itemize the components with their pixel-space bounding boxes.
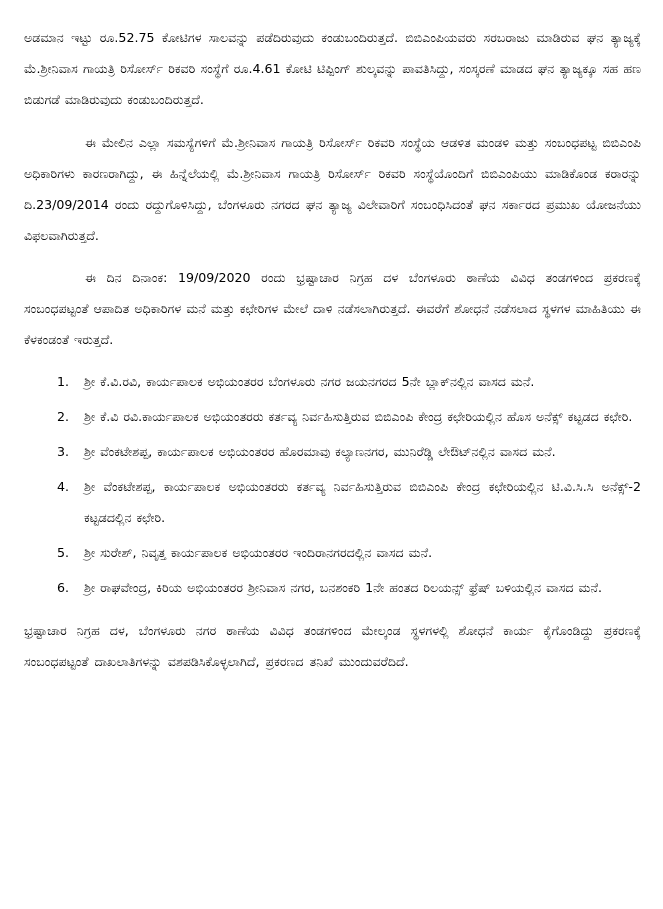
paragraph-search-conclusion: ಭ್ರಷ್ಟಾಚಾರ ನಿಗ್ರಹ ದಳ, ಬೆಂಗಳೂರು ನಗರ ಠಾಣೆಯ ವಿವಿಧ ತಂಡಗಳಿಂದ ಮೇಲ್ಕಂಡ ಸ್ಥಳಗಳಲ್ಲಿ ಶೋಧನೆ ಕಾರ್ಯ ಕೈಗೊಂಡಿದ್ದು ಪ್ರಕರಣಕ್ಕೆ ಸಂಬಂಧಪಟ್ಟಂತೆ ದಾಖಲಾತಿಗಳನ್ನು ವಶಪಡಿಸಿಕೊಳ್ಳಲಾಗಿದೆ, ಪ್ರಕರಣದ ತನಿಖೆ ಮುಂದುವರೆದಿದೆ. <box>24 623 641 669</box>
list-item <box>57 537 641 568</box>
list-item <box>57 572 641 603</box>
list-item-text: ಶ್ರೀ ಕೆ.ವಿ ರವಿ.ಕಾರ್ಯಪಾಲಕ ಅಭಿಯಂತರರು ಕರ್ತವ್ಯ ನಿರ್ವಹಿಸುತ್ತಿರುವ ಬಿಬಿಎಂಪಿ ಕೇಂದ್ರ ಕಛೇರಿಯಲ್ಲಿನ ಹೊಸ ಅನೆಕ್ಸ್ ಕಟ್ಟಡದ ಕಛೇರಿ. <box>84 409 633 424</box>
list-item <box>57 366 641 397</box>
list-item-text: ಶ್ರೀ ವೆಂಕಟೇಶಪ್ಪ, ಕಾರ್ಯಪಾಲಕ ಅಭಿಯಂತರರು ಕರ್ತವ್ಯ ನಿರ್ವಹಿಸುತ್ತಿರುವ ಬಿಬಿಎಂಪಿ ಕೇಂದ್ರ ಕಛೇರಿಯಲ್ಲಿನ ಟಿ.ವಿ.ಸಿ.ಸಿ ಅನೆಕ್ಸ್-2 ಕಟ್ಟಡದಲ್ಲಿನ ಕಛೇರಿ. <box>84 479 641 525</box>
list-item-text: ಶ್ರೀ ಕೆ.ವಿ.ರವಿ, ಕಾರ್ಯಪಾಲಕ ಅಭಿಯಂತರರ ಬೆಂಗಳೂರು ನಗರ ಜಯನಗರದ 5ನೇ ಬ್ಲಾಕ್‌ನಲ್ಲಿನ ವಾಸದ ಮನೆ. <box>84 374 535 389</box>
list-item <box>57 471 641 533</box>
list-item <box>57 401 641 432</box>
searched-locations-list <box>24 366 641 603</box>
list-item-text: ಶ್ರೀ ರಾಘವೇಂದ್ರ, ಕಿರಿಯ ಅಭಿಯಂತರರ ಶ್ರೀನಿವಾಸ ನಗರ, ಬನಶಂಕರಿ 1ನೇ ಹಂತದ ರಿಲಯನ್ಸ್ ಫ್ರೆಷ್ ಬಳಿಯಲ್ಲಿನ ವಾಸದ ಮನೆ. <box>84 580 603 595</box>
paragraph-loan-and-tipping-fee: ಅಡಮಾನ ಇಟ್ಟು ರೂ.52.75 ಕೋಟಿಗಳ ಸಾಲವನ್ನು ಪಡೆದಿರುವುದು ಕಂಡುಬಂದಿರುತ್ತದೆ. ಬಿಬಿಎಂಪಿಯವರು ಸರಬರಾಜು ಮಾಡಿರುವ ಘನ ತ್ಯಾಜ್ಯಕ್ಕೆ ಮೆ.ಶ್ರೀನಿವಾಸ ಗಾಯತ್ರಿ ರಿಸೋರ್ಸ್ ರಿಕವರಿ ಸಂಸ್ಥೆಗೆ ರೂ.4.61 ಕೋಟಿ ಟಿಪ್ಪಿಂಗ್ ಶುಲ್ಕವನ್ನು ಪಾವತಿಸಿದ್ದು, ಸಂಸ್ಕರಣೆ ಮಾಡದ ಘನ ತ್ಯಾಜ್ಯಕ್ಕೂ ಸಹ ಹಣ ಬಿಡುಗಡೆ ಮಾಡಿರುವುದು ಕಂಡುಬಂದಿರುತ್ತದೆ. <box>24 30 641 107</box>
list-item-text: ಶ್ರೀ ಸುರೇಶ್, ನಿವೃತ್ತ ಕಾರ್ಯಪಾಲಕ ಅಭಿಯಂತರರ ಇಂದಿರಾನಗರದಲ್ಲಿನ ವಾಸದ ಮನೆ. <box>84 545 433 560</box>
paragraph-responsibility-and-contract-cancellation: ಈ ಮೇಲಿನ ಎಲ್ಲಾ ಸಮಸ್ಯೆಗಳಿಗೆ ಮೆ.ಶ್ರೀನಿವಾಸ ಗಾಯತ್ರಿ ರಿಸೋರ್ಸ್ ರಿಕವರಿ ಸಂಸ್ಥೆಯ ಆಡಳಿತ ಮಂಡಳಿ ಮತ್ತು ಸಂಬಂಧಪಟ್ಟ ಬಿಬಿಎಂಪಿ ಅಧಿಕಾರಿಗಳು ಕಾರಣರಾಗಿದ್ದು, ಈ ಹಿನ್ನೆಲೆಯಲ್ಲಿ ಮೆ.ಶ್ರೀನಿವಾಸ ಗಾಯತ್ರಿ ರಿಸೋರ್ಸ್ ರಿಕವರಿ ಸಂಸ್ಥೆಯೊಂದಿಗೆ ಬಿಬಿಎಂಪಿಯು ಮಾಡಿಕೊಂಡ ಕರಾರನ್ನು ದಿ.23/09/2014 ರಂದು ರದ್ದುಗೊಳಿಸಿದ್ದು, ಬೆಂಗಳೂರು ನಗರದ ಘನ ತ್ಯಾಜ್ಯ ವಿಲೇವಾರಿಗೆ ಸಂಬಂಧಿಸಿದಂತೆ ಘನ ಸರ್ಕಾರದ ಪ್ರಮುಖ ಯೋಜನೆಯು ವಿಫಲವಾಗಿರುತ್ತದೆ. <box>24 135 642 243</box>
paragraph-raid-details: ಈ ದಿನ ದಿನಾಂಕ: 19/09/2020 ರಂದು ಭ್ರಷ್ಟಾಚಾರ ನಿಗ್ರಹ ದಳ ಬೆಂಗಳೂರು ಠಾಣೆಯ ವಿವಿಧ ತಂಡಗಳಿಂದ ಪ್ರಕರಣಕ್ಕೆ ಸಂಬಂಧಪಟ್ಟಂತೆ ಆಪಾದಿತ ಅಧಿಕಾರಿಗಳ ಮನೆ ಮತ್ತು ಕಛೇರಿಗಳ ಮೇಲೆ ದಾಳಿ ನಡೆಸಲಾಗಿರುತ್ತದೆ. ಈವರೆಗೆ ಶೋಧನೆ ನಡೆಸಲಾದ ಸ್ಥಳಗಳ ಮಾಹಿತಿಯು ಈ ಕೆಳಕಂಡಂತೆ ಇರುತ್ತದೆ. <box>24 270 641 347</box>
list-item <box>57 436 641 467</box>
list-item-number: 5. <box>57 545 70 560</box>
list-item-number: 4. <box>57 479 70 494</box>
list-item-number: 2. <box>57 409 70 424</box>
list-item-number: 3. <box>57 444 70 459</box>
list-item-number: 1. <box>57 374 70 389</box>
list-item-text: ಶ್ರೀ ವೆಂಕಟೇಶಪ್ಪ, ಕಾರ್ಯಪಾಲಕ ಅಭಿಯಂತರರ ಹೊರಮಾವು ಕಲ್ಯಾಣನಗರ, ಮುನಿರೆಡ್ಡಿ ಲೇಔಟ್‌ನಲ್ಲಿನ ವಾಸದ ಮನೆ. <box>84 444 556 459</box>
list-item-number: 6. <box>57 580 70 595</box>
